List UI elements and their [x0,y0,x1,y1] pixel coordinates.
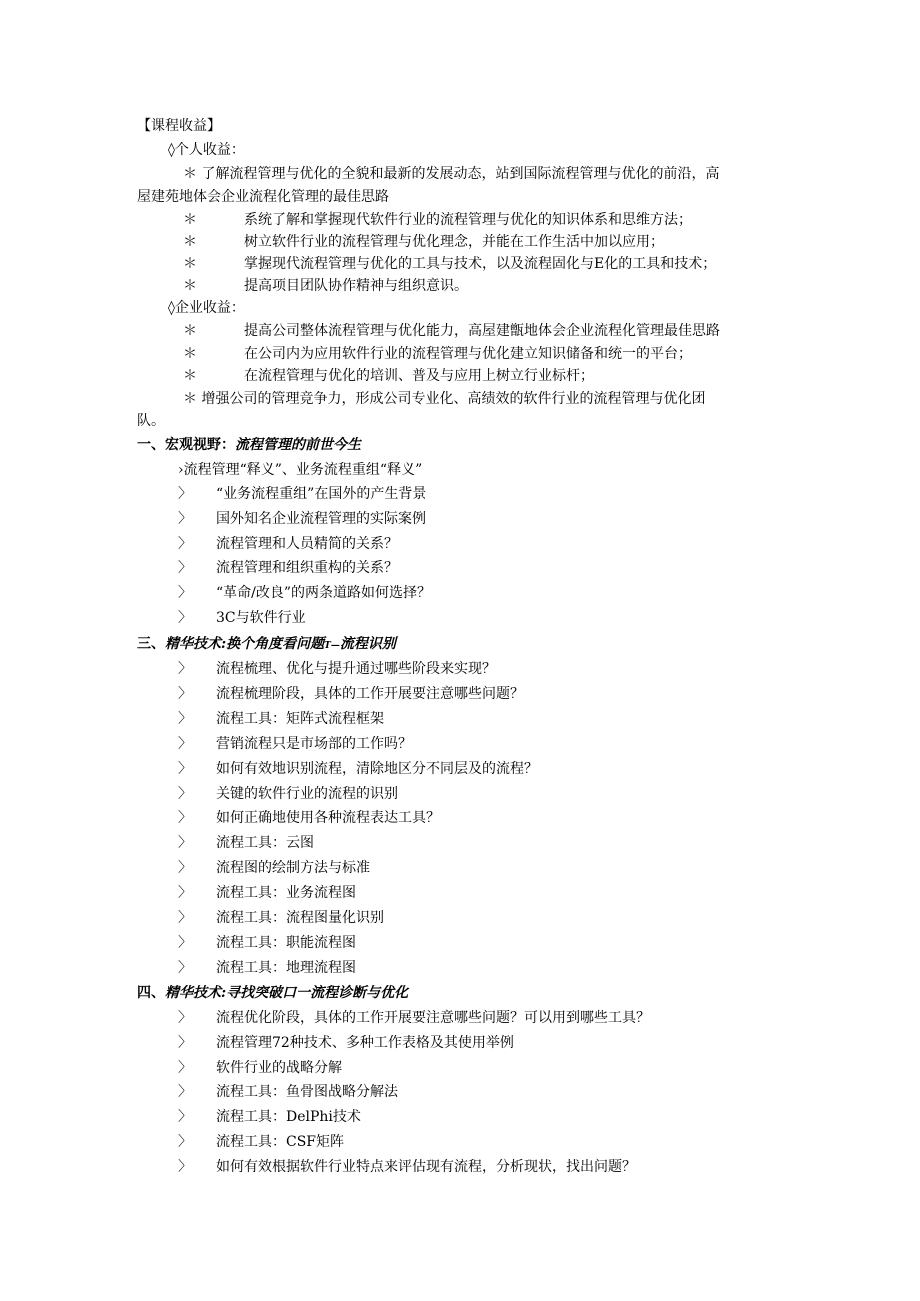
section3-item: 流程工具：业务流程图 [216,885,356,902]
section3-item: 关键的软件行业的流程的识别 [216,785,398,802]
section3-item: 如何有效地识别流程，清除地区分不同层及的流程？ [216,760,538,777]
section4-item: 流程优化阶段，具体的工作开展要注意哪些问题？可以用到哪些工具？ [216,1010,650,1026]
enterprise-benefit-last-line1: ＊ 增强公司的管理竞争力，形成公司专业化、高绩效的软件行业的流程管理与优化团 [183,391,706,407]
section3-item: 营销流程只是市场部的工作吗？ [216,735,412,752]
section1-heading [137,434,361,456]
section1-title: 流程管理的前世今生 [235,437,361,453]
enterprise-benefit-bullet: ＊ [183,345,197,362]
section3-bullet: 〉 [178,835,192,852]
section4-title: 精华技术:寻找突破口一流程诊断与优化 [165,985,409,1001]
section1-first-item: ›流程管理“释义”、业务流程重组“释义” [178,462,423,478]
section1-item: 流程管理和组织重构的关系？ [216,560,398,577]
section3-item: 流程梳理阶段，具体的工作开展要注意哪些问题？ [216,685,524,702]
personal-benefit-bullet: ＊ [183,278,197,294]
section3-bullet: 〉 [178,910,192,926]
section3-bullet: 〉 [178,785,192,802]
section1-item: “业务流程重组”在国外的产生背景 [216,486,427,502]
section3-item: 流程工具：职能流程图 [216,934,356,951]
section3-item: 流程图的绘制方法与标准 [216,860,370,877]
section1-bullet: 〉 [178,560,192,577]
section3-bullet: 〉 [178,885,192,902]
section4-item: 流程管理72种技术、多种工作表格及其使用举例 [216,1034,514,1051]
section4-item: 流程工具：CSF矩阵 [216,1134,345,1150]
section3-title-b: 流程识别 [339,636,396,652]
personal-benefit-bullet: ＊ [183,212,197,228]
section3-item: 流程工具：云图 [216,835,314,852]
personal-benefit-intro-line2: 屋建苑地体会企业流程化管理的最佳思路 [137,189,389,205]
section3-prefix: 三、 [137,636,165,652]
section1-item: “革命/改良”的两条道路如何选择？ [216,585,432,602]
section3-bullet: 〉 [178,735,192,752]
section1-item: 流程管理和人员精简的关系？ [216,535,398,552]
personal-benefit-item: 掌握现代流程管理与优化的工具与技术，以及流程固化与E化的工具和技术； [244,256,717,272]
enterprise-benefit-last-line2: 队。 [137,413,165,429]
section3-item: 如何正确地使用各种流程表达工具？ [216,810,440,827]
section3-item: 流程梳理、优化与提升通过哪些阶段来实现？ [216,661,496,677]
section4-bullet: 〉 [178,1158,192,1175]
enterprise-benefit-item: 提高公司整体流程管理与优化能力，高屋建甑地体会企业流程化管理最佳思路 [244,323,720,339]
personal-benefit-bullet: ＊ [183,234,197,250]
section3-item: 流程工具：流程图量化识别 [216,910,384,926]
personal-benefit-item: 树立软件行业的流程管理与优化理念，并能在工作生活中加以应用； [244,234,664,250]
section4-bullet: 〉 [178,1010,192,1026]
enterprise-benefit-bullet: ＊ [183,323,197,339]
section3-bullet: 〉 [178,760,192,777]
section1-bullet: 〉 [178,535,192,552]
personal-benefit-item: 系统了解和掌握现代软件行业的流程管理与优化的知识体系和思维方法； [244,212,692,228]
section4-bullet: 〉 [178,1059,192,1076]
section3-title-a: 精华技术:换个角度看问题 [165,636,325,652]
section4-heading [137,982,408,1004]
section3-small-mark: T— [324,641,340,651]
section4-item: 流程工具：鱼骨图战略分解法 [216,1084,398,1101]
section1-bullet: 〉 [178,510,192,527]
section1-item: 3C与软件行业 [216,610,306,626]
section3-item: 流程工具：地理流程图 [216,959,356,976]
section4-item: 流程工具：DelPhi技术 [216,1109,361,1126]
section3-bullet: 〉 [178,934,192,951]
section1-bullet: 〉 [178,486,192,502]
section3-item: 流程工具：矩阵式流程框架 [216,710,384,727]
section4-bullet: 〉 [178,1109,192,1126]
section1-bullet: 〉 [178,610,192,626]
enterprise-benefits-label: ◊企业收益： [168,300,245,316]
section1-prefix: 一、宏观视野： [137,437,235,453]
section1-item: 国外知名企业流程管理的实际案例 [216,510,426,527]
section4-bullet: 〉 [178,1084,192,1101]
enterprise-benefit-bullet: ＊ [183,368,197,384]
section3-bullet: 〉 [178,661,192,677]
personal-benefit-item: 提高项目团队协作精神与组织意识。 [244,278,468,294]
section4-prefix: 四、 [137,985,165,1001]
personal-benefits-label: ◊个人收益： [168,142,245,158]
enterprise-benefit-item: 在公司内为应用软件行业的流程管理与优化建立知识储备和统一的平台； [244,345,692,362]
section3-bullet: 〉 [178,810,192,827]
section3-bullet: 〉 [178,710,192,727]
personal-benefit-intro-line1: ＊ 了解流程管理与优化的全貌和最新的发展动态，站到国际流程管理与优化的前沿，高 [183,166,720,182]
benefits-title: 【课程收益】 [137,118,221,134]
section3-heading [137,633,396,657]
personal-benefit-bullet: ＊ [183,256,197,272]
section3-bullet: 〉 [178,860,192,877]
section4-item: 如何有效根据软件行业特点来评估现有流程，分析现状，找出问题？ [216,1158,636,1175]
section3-bullet: 〉 [178,959,192,976]
section4-item: 软件行业的战略分解 [216,1059,342,1076]
section1-bullet: 〉 [178,585,192,602]
enterprise-benefit-item: 在流程管理与优化的培训、普及与应用上树立行业标杆； [244,368,594,384]
section4-bullet: 〉 [178,1034,192,1051]
section4-bullet: 〉 [178,1134,192,1150]
section3-bullet: 〉 [178,685,192,702]
